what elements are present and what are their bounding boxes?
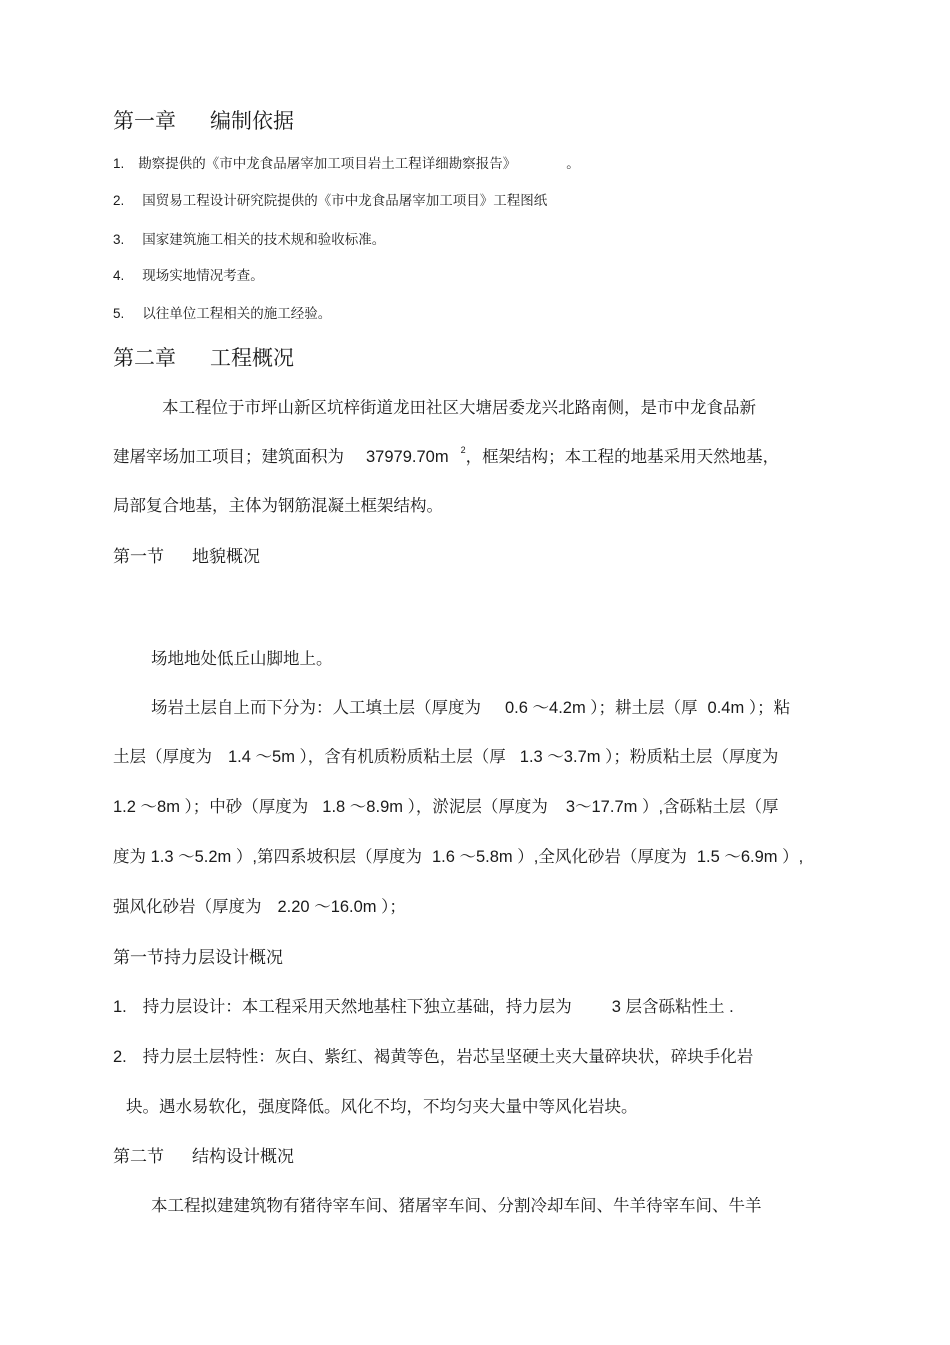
- chapter2-title: 工程概况: [210, 346, 294, 370]
- strata-line-3: 1.2 ～8m ）；中砂（厚度为 1.8 ～8.9m ），淤泥层（厚度为 3～17.7m ）,含砾粘土层（厚: [113, 798, 779, 816]
- intro-line-2: 建屠宰场加工项目；建筑面积为 37979.70m $^2$，框架结构；本工程的地基采用天然地基，: [113, 445, 780, 466]
- area-value: 37979.70m: [366, 448, 449, 466]
- strata-line-2: 土层（厚度为 1.4 ～5m ），含有机质粉质粘土层（厚 1.3 ～3.7m ）；粉质粘土层（厚度为: [113, 747, 779, 766]
- basis-item-2: 2. 国贸易工程设计研究院提供的《市中龙食品屠宰加工项目》工程图纸: [113, 193, 548, 209]
- intro-line-3: 局部复合地基，主体为钢筋混凝土框架结构。: [113, 496, 443, 515]
- strata-line-1: 场岩土层自上而下分为：人工填土层（厚度为 0.6 ～4.2m ）；耕土层（厚 0.4m ）；粘: [151, 698, 791, 717]
- bearing-item-1: 1. 持力层设计：本工程采用天然地基柱下独立基础，持力层为 3 层含砾粘性土 .: [113, 997, 734, 1016]
- basis-item-5: 5. 以往单位工程相关的施工经验。: [113, 306, 332, 322]
- chapter2-label: 第二章: [113, 346, 176, 370]
- basis-item-1: 1. 勘察提供的《市中龙食品屠宰加工项目岩土工程详细勘察报告》 。: [113, 156, 580, 172]
- bearing-item-2-continued: 块。遇水易软化，强度降低。风化不均，不均匀夹大量中等风化岩块。: [126, 1097, 638, 1116]
- strata-line-5: 强风化砂岩（厚度为 2.20 ～16.0m ）；: [113, 897, 406, 916]
- chapter1-label: 第一章: [113, 109, 176, 133]
- intro-line-1: 本工程位于市坪山新区坑梓街道龙田社区大塘居委龙兴北路南侧，是市中龙食品新: [162, 398, 756, 417]
- chapter1-heading: [113, 105, 294, 135]
- landform-paragraph: 场地地处低丘山脚地上。: [151, 649, 333, 668]
- basis-item-3: 3. 国家建筑施工相关的技术规和验收标准。: [113, 232, 386, 248]
- section1-heading: 第一节 地貌概况: [113, 547, 260, 567]
- section2-heading: 第二节 结构设计概况: [113, 1147, 294, 1167]
- chapter2-heading: [113, 342, 294, 372]
- structure-paragraph: 本工程拟建建筑物有猪待宰车间、猪屠宰车间、分割冷却车间、牛羊待宰车间、牛羊: [151, 1196, 762, 1215]
- strata-line-4: 度为 1.3 ～5.2m ）,第四系坡积层（厚度为 1.6 ～5.8m ）,全风化砂岩（厚度为 1.5 ～6.9m ）,: [113, 848, 804, 866]
- bearing-item-2: 2. 持力层土层特性：灰白、紫红、褐黄等色，岩芯呈坚硬土夹大量碎块状，碎块手化岩: [113, 1047, 754, 1066]
- chapter1-title: 编制依据: [210, 109, 294, 133]
- bearing-section-heading: 第一节持力层设计概况: [113, 948, 283, 968]
- basis-item-4: 4. 现场实地情况考查。: [113, 268, 264, 284]
- area-unit-superscript: 2: [460, 445, 466, 455]
